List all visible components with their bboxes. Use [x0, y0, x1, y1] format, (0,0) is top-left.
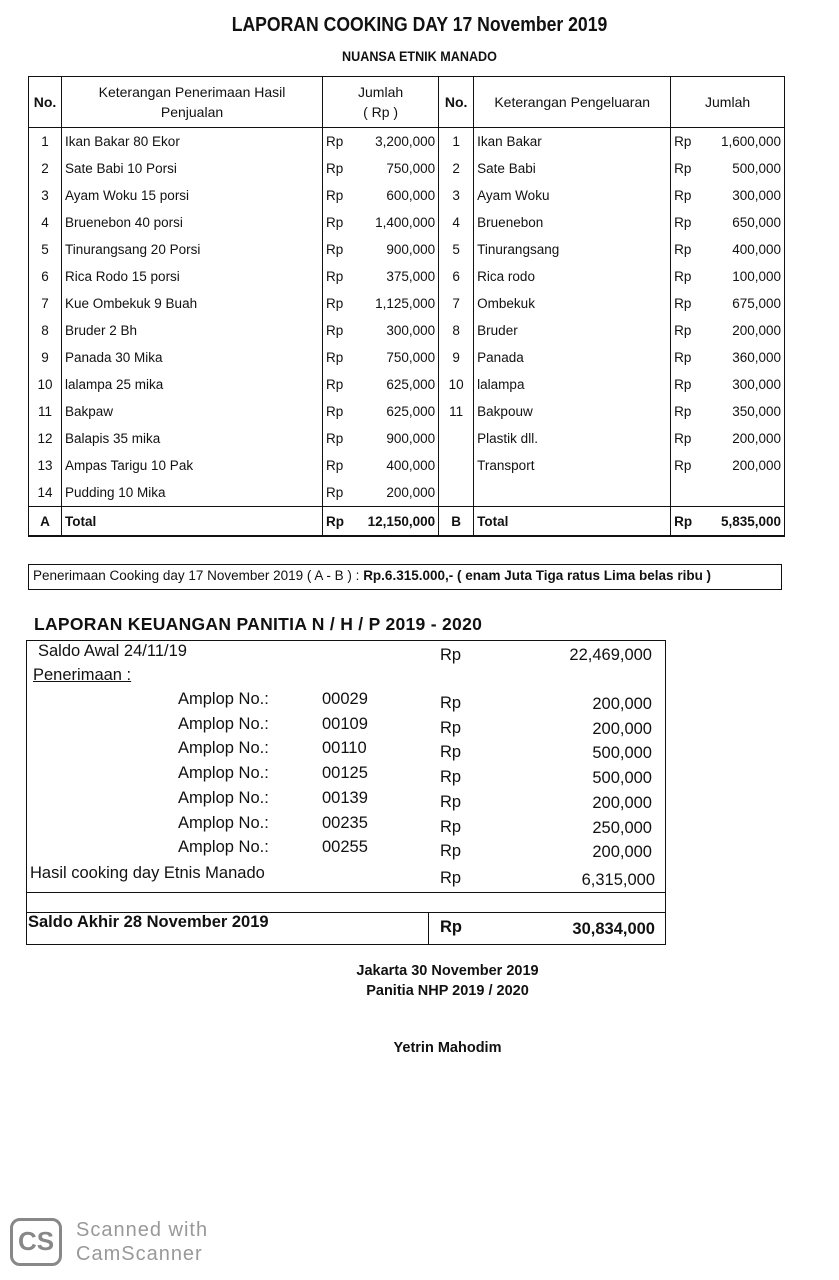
expense-amount: 650,000 — [707, 209, 784, 236]
income-amount: 900,000 — [359, 236, 439, 263]
header-no-2: No. — [439, 77, 474, 128]
income-item: Balapis 35 mika — [62, 425, 323, 452]
income-amount: 200,000 — [359, 479, 439, 507]
envelope-amount: 500,000 — [592, 744, 652, 763]
expense-item: Rica rodo — [474, 263, 671, 290]
expense-amount: 675,000 — [707, 290, 784, 317]
row-no: 7 — [29, 290, 62, 317]
income-item: Bruder 2 Bh — [62, 317, 323, 344]
expense-no: 6 — [439, 263, 474, 290]
envelope-number: 00029 — [322, 690, 368, 708]
income-amount: 400,000 — [359, 452, 439, 479]
envelope-label: Amplop No.: — [178, 764, 269, 783]
income-rp: Rp — [323, 317, 360, 344]
income-item: Tinurangsang 20 Porsi — [62, 236, 323, 263]
table-row — [29, 398, 785, 425]
income-item: Ayam Woku 15 porsi — [62, 182, 323, 209]
total-letter-a: A — [29, 507, 62, 537]
row-no: 1 — [29, 128, 62, 156]
table-total-row — [29, 507, 785, 537]
row-no: 4 — [29, 209, 62, 236]
table-row — [29, 425, 785, 452]
expense-no: 1 — [439, 128, 474, 156]
total-rp-b: Rp — [671, 507, 708, 537]
income-amount: 1,125,000 — [359, 290, 439, 317]
cooking-result-label: Hasil cooking day Etnis Manado — [30, 864, 265, 882]
expense-rp — [671, 479, 708, 507]
income-amount: 750,000 — [359, 344, 439, 371]
expense-item: Sate Babi — [474, 155, 671, 182]
expense-amount: 300,000 — [707, 182, 784, 209]
table-row — [29, 317, 785, 344]
expense-amount: 500,000 — [707, 155, 784, 182]
expense-rp: Rp — [671, 425, 708, 452]
income-item: Panada 30 Mika — [62, 344, 323, 371]
total-amount-b: 5,835,000 — [707, 507, 784, 537]
row-no: 6 — [29, 263, 62, 290]
envelope-rp: Rp — [440, 694, 462, 712]
expense-item: Ombekuk — [474, 290, 671, 317]
report-subtitle: NUANSA ETNIK MANADO — [342, 48, 497, 64]
row-no: 9 — [29, 344, 62, 371]
camscanner-watermark: Scanned with CamScanner — [76, 1219, 209, 1265]
expense-rp: Rp — [671, 290, 708, 317]
table-row — [29, 452, 785, 479]
envelope-number: 00255 — [322, 838, 368, 857]
expense-no — [439, 452, 474, 479]
table-row — [29, 155, 785, 182]
income-rp: Rp — [323, 398, 360, 425]
signature-place-date: Jakarta 30 November 2019 — [356, 963, 539, 979]
income-item: Sate Babi 10 Porsi — [62, 155, 323, 182]
total-rp-a: Rp — [323, 507, 360, 537]
total-label-b: Total — [474, 507, 671, 537]
expense-item — [474, 479, 671, 507]
expense-no — [439, 425, 474, 452]
finance-report-title: LAPORAN KEUANGAN PANITIA N / H / P 2019 - 2020 — [34, 614, 483, 634]
income-amount: 1,400,000 — [359, 209, 439, 236]
expense-rp: Rp — [671, 344, 708, 371]
total-label-a: Total — [62, 507, 323, 537]
income-amount: 300,000 — [359, 317, 439, 344]
camscanner-logo: CS — [10, 1218, 62, 1266]
envelope-amount: 500,000 — [592, 769, 652, 788]
table-body — [29, 128, 785, 507]
table-header-row — [29, 77, 785, 128]
expense-rp: Rp — [671, 452, 708, 479]
envelope-label: Amplop No.: — [178, 788, 269, 807]
income-rp: Rp — [323, 182, 360, 209]
table-row — [29, 344, 785, 371]
envelope-label: Amplop No.: — [178, 739, 269, 758]
cooking-result-rp: Rp — [440, 869, 462, 887]
header-income-amount: Jumlah ( Rp ) — [323, 77, 439, 128]
envelope-label: Amplop No.: — [178, 690, 269, 708]
header-expense-amount: Jumlah — [671, 77, 785, 128]
row-no: 12 — [29, 425, 62, 452]
row-no: 13 — [29, 452, 62, 479]
income-amount: 3,200,000 — [359, 128, 439, 156]
row-no: 2 — [29, 155, 62, 182]
divider — [26, 892, 666, 893]
income-rp: Rp — [323, 155, 360, 182]
header-expense-desc: Keterangan Pengeluaran — [474, 77, 671, 128]
summary-note-amount: Rp.6.315.000,- ( enam Juta Tiga ratus Lima belas ribu ) — [363, 568, 712, 583]
expense-item: Ikan Bakar — [474, 128, 671, 156]
expense-no: 8 — [439, 317, 474, 344]
expense-no: 4 — [439, 209, 474, 236]
envelope-label: Amplop No.: — [178, 714, 269, 733]
expense-no — [439, 479, 474, 507]
envelope-number: 00109 — [322, 714, 368, 733]
income-item: Bakpaw — [62, 398, 323, 425]
divider — [428, 912, 429, 944]
expense-item: Bruenebon — [474, 209, 671, 236]
expense-no: 11 — [439, 398, 474, 425]
table-row — [29, 236, 785, 263]
income-amount: 625,000 — [359, 371, 439, 398]
expense-rp: Rp — [671, 236, 708, 263]
closing-balance-amount: 30,834,000 — [572, 920, 655, 938]
envelope-rp: Rp — [440, 842, 462, 861]
income-item: Rica Rodo 15 porsi — [62, 263, 323, 290]
envelope-number: 00235 — [322, 813, 368, 832]
income-rp: Rp — [323, 344, 360, 371]
expense-no: 10 — [439, 371, 474, 398]
row-no: 10 — [29, 371, 62, 398]
expense-rp: Rp — [671, 128, 708, 156]
income-rp: Rp — [323, 236, 360, 263]
envelope-amount: 200,000 — [592, 695, 652, 713]
income-rp: Rp — [323, 290, 360, 317]
expense-amount: 1,600,000 — [707, 128, 784, 156]
expense-no: 7 — [439, 290, 474, 317]
income-amount: 600,000 — [359, 182, 439, 209]
envelope-rp: Rp — [440, 817, 462, 836]
envelope-number: 00125 — [322, 764, 368, 783]
income-amount: 375,000 — [359, 263, 439, 290]
signature-org: Panitia NHP 2019 / 2020 — [366, 983, 529, 999]
income-rp: Rp — [323, 479, 360, 507]
row-no: 14 — [29, 479, 62, 507]
expense-no: 2 — [439, 155, 474, 182]
expense-rp: Rp — [671, 371, 708, 398]
income-rp: Rp — [323, 371, 360, 398]
expense-rp: Rp — [671, 209, 708, 236]
envelope-label: Amplop No.: — [178, 838, 269, 857]
income-rp: Rp — [323, 128, 360, 156]
table-row — [29, 290, 785, 317]
income-item: Pudding 10 Mika — [62, 479, 323, 507]
envelope-rp: Rp — [440, 768, 462, 787]
income-rp: Rp — [323, 452, 360, 479]
expense-amount: 360,000 — [707, 344, 784, 371]
opening-balance-rp: Rp — [440, 646, 462, 664]
expense-amount: 400,000 — [707, 236, 784, 263]
table-row — [29, 182, 785, 209]
envelope-amount: 250,000 — [592, 818, 652, 837]
income-rp: Rp — [323, 263, 360, 290]
cooking-result-amount: 6,315,000 — [581, 871, 655, 889]
header-no: No. — [29, 77, 62, 128]
expense-no: 3 — [439, 182, 474, 209]
income-amount: 750,000 — [359, 155, 439, 182]
income-item: Bruenebon 40 porsi — [62, 209, 323, 236]
table-row — [29, 479, 785, 507]
table-row — [29, 263, 785, 290]
envelope-amount: 200,000 — [592, 793, 652, 812]
income-rp: Rp — [323, 209, 360, 236]
income-amount: 625,000 — [359, 398, 439, 425]
income-rp: Rp — [323, 425, 360, 452]
expense-item: Ayam Woku — [474, 182, 671, 209]
receipts-label: Penerimaan : — [33, 666, 132, 684]
envelope-rp: Rp — [440, 792, 462, 811]
income-item: Ikan Bakar 80 Ekor — [62, 128, 323, 156]
expense-item: Bruder — [474, 317, 671, 344]
expense-no: 9 — [439, 344, 474, 371]
report-title: LAPORAN COOKING DAY 17 November 2019 — [231, 14, 608, 36]
opening-balance-label: Saldo Awal 24/11/19 — [38, 642, 187, 660]
expense-item: lalampa — [474, 371, 671, 398]
row-no: 11 — [29, 398, 62, 425]
income-item: Ampas Tarigu 10 Pak — [62, 452, 323, 479]
envelope-label: Amplop No.: — [178, 813, 269, 832]
summary-note-prefix: Penerimaan Cooking day 17 November 2019 ( A - B ) : — [33, 568, 364, 583]
expense-item: Plastik dll. — [474, 425, 671, 452]
cooking-day-table — [28, 76, 785, 537]
expense-rp: Rp — [671, 263, 708, 290]
expense-amount: 200,000 — [707, 317, 784, 344]
table-row — [29, 128, 785, 156]
expense-rp: Rp — [671, 317, 708, 344]
row-no: 5 — [29, 236, 62, 263]
expense-amount — [707, 479, 784, 507]
signature-name: Yetrin Mahodim — [393, 1040, 502, 1056]
envelope-rp: Rp — [440, 718, 462, 737]
envelope-number: 00139 — [322, 788, 368, 807]
expense-amount: 300,000 — [707, 371, 784, 398]
total-amount-a: 12,150,000 — [359, 507, 439, 537]
expense-rp: Rp — [671, 182, 708, 209]
expense-rp: Rp — [671, 398, 708, 425]
row-no: 3 — [29, 182, 62, 209]
total-letter-b: B — [439, 507, 474, 537]
income-item: Kue Ombekuk 9 Buah — [62, 290, 323, 317]
row-no: 8 — [29, 317, 62, 344]
envelope-amount: 200,000 — [592, 719, 652, 738]
expense-item: Bakpouw — [474, 398, 671, 425]
table-row — [29, 371, 785, 398]
envelope-number: 00110 — [322, 739, 367, 758]
expense-no: 5 — [439, 236, 474, 263]
income-item: lalampa 25 mika — [62, 371, 323, 398]
summary-note — [28, 564, 782, 590]
expense-amount: 350,000 — [707, 398, 784, 425]
closing-balance-rp: Rp — [440, 918, 462, 936]
envelope-rp: Rp — [440, 743, 462, 762]
envelope-amount: 200,000 — [592, 843, 652, 862]
closing-balance-label: Saldo Akhir 28 November 2019 — [28, 913, 269, 931]
table-row — [29, 209, 785, 236]
expense-item: Panada — [474, 344, 671, 371]
header-income-desc: Keterangan Penerimaan Hasil Penjualan — [62, 77, 323, 128]
expense-item: Transport — [474, 452, 671, 479]
opening-balance-amount: 22,469,000 — [569, 646, 652, 664]
expense-amount: 200,000 — [707, 452, 784, 479]
expense-rp: Rp — [671, 155, 708, 182]
income-amount: 900,000 — [359, 425, 439, 452]
expense-amount: 100,000 — [707, 263, 784, 290]
expense-amount: 200,000 — [707, 425, 784, 452]
expense-item: Tinurangsang — [474, 236, 671, 263]
